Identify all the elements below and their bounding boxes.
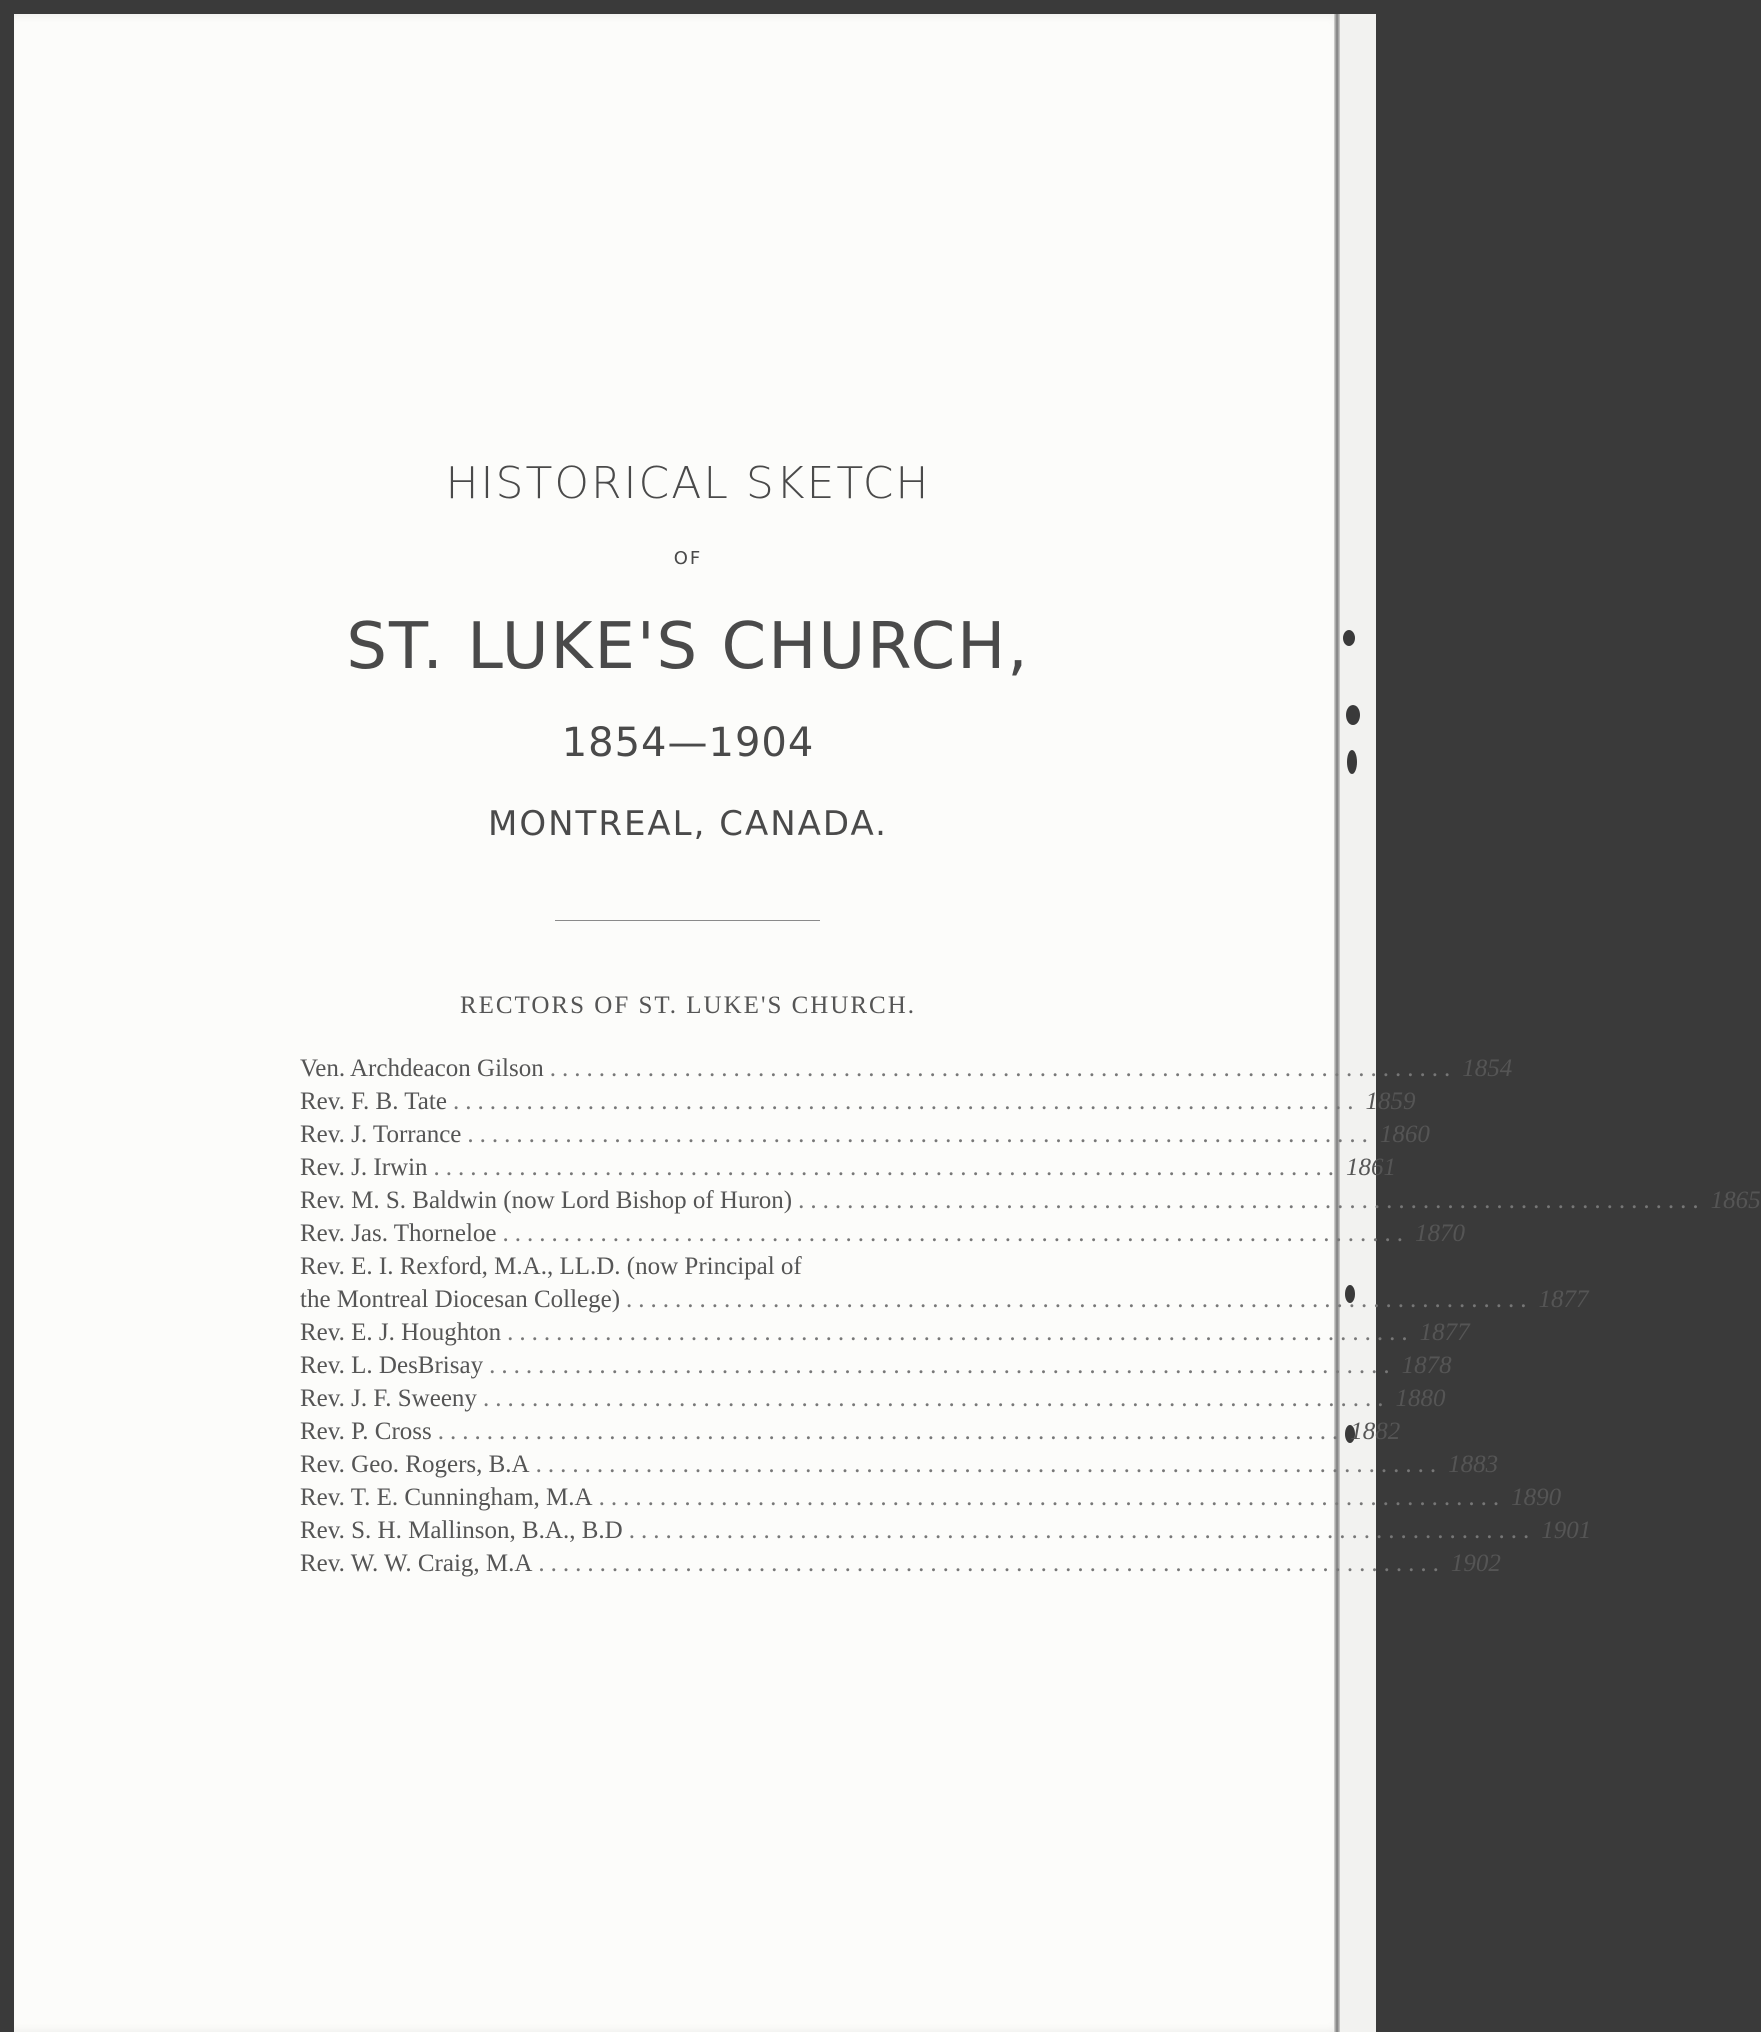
rector-year: 1901 [1541,1517,1592,1544]
rector-name: Rev. Geo. Rogers, B.A [300,1451,530,1478]
rectors-heading: RECTORS OF ST. LUKE'S CHURCH. [459,992,917,1019]
rector-name: Rev. T. E. Cunningham, M.A [300,1484,593,1511]
rector-row [300,1316,1470,1349]
dot-leader: .......................................................................... [433,1154,1341,1181]
rector-name: Rev. S. H. Mallinson, B.A., B.D [300,1517,623,1544]
rector-row [300,1250,1068,1283]
rector-year: 1861 [1346,1154,1397,1181]
next-page-strip [1340,14,1376,2032]
dot-leader: .......................................................................... [598,1484,1506,1511]
rector-year: 1854 [1462,1055,1513,1082]
title-location: MONTREAL, CANADA. [488,804,888,844]
dot-leader: .......................................................................... [798,1187,1705,1214]
rector-year: 1882 [1350,1418,1401,1445]
rector-name: the Montreal Diocesan College) [300,1286,621,1313]
rector-year: 1883 [1448,1451,1499,1478]
rector-name: Rev. F. B. Tate [300,1088,447,1115]
rector-year: 1859 [1365,1088,1416,1115]
rector-name: Rev. J. Torrance [300,1121,462,1148]
rector-row [300,1151,1397,1184]
rector-name: Rev. J. Irwin [300,1154,428,1181]
dot-leader: .......................................................................... [628,1517,1536,1544]
rector-name: Rev. E. I. Rexford, M.A., LL.D. (now Principal of [300,1253,802,1280]
rector-row [300,1382,1446,1415]
rector-year: 1877 [1419,1319,1470,1346]
rector-row [300,1415,1401,1448]
rector-year: 1865 [1710,1187,1761,1214]
dot-leader: .......................................................................... [507,1319,1414,1346]
title-years: 1854—1904 [561,720,815,766]
rector-name: Rev. M. S. Baldwin (now Lord Bishop of Huron) [300,1187,793,1214]
rector-row [300,1217,1465,1250]
rector-name: Rev. J. F. Sweeny [300,1385,477,1412]
document-page [14,14,1344,2032]
rector-name: Rev. E. J. Houghton [300,1319,502,1346]
dot-leader: .......................................................................... [489,1352,1396,1379]
rector-name: Rev. Jas. Thorneloe [300,1220,497,1247]
rector-row [300,1349,1452,1382]
dot-leader: .......................................................................... [467,1121,1374,1148]
rectors-list [300,1052,1761,1580]
rector-row [300,1514,1592,1547]
title-of: OF [673,548,703,569]
dot-leader: .......................................................................... [452,1088,1360,1115]
title-historical-sketch: HISTORICAL SKETCH [445,458,931,509]
rector-year: 1890 [1511,1484,1562,1511]
rector-name: Ven. Archdeacon Gilson [300,1055,544,1082]
rector-row [300,1184,1761,1217]
rector-year: 1860 [1379,1121,1430,1148]
rector-year: 1880 [1395,1385,1446,1412]
rector-name: Rev. P. Cross [300,1418,432,1445]
rector-row [300,1481,1562,1514]
rector-row [300,1547,1501,1580]
dot-leader: .......................................................................... [538,1550,1445,1577]
divider-rule [555,920,820,921]
dot-leader: .......................................................................... [626,1286,1533,1313]
title-church-name: ST. LUKE'S CHURCH, [346,610,1030,684]
rector-year: 1902 [1450,1550,1501,1577]
dot-leader: .......................................................................... [482,1385,1390,1412]
rector-row [300,1052,1513,1085]
dot-leader: .......................................................................... [437,1418,1345,1445]
rector-row [300,1283,1589,1316]
dot-leader: .......................................................................... [535,1451,1443,1478]
rector-year: 1870 [1414,1220,1465,1247]
rector-row [300,1448,1499,1481]
rector-name: Rev. L. DesBrisay [300,1352,484,1379]
dot-leader: .......................................................................... [549,1055,1457,1082]
rector-year: 1877 [1538,1286,1589,1313]
rector-row [300,1118,1430,1151]
rector-name: Rev. W. W. Craig, M.A [300,1550,533,1577]
dot-leader: .......................................................................... [502,1220,1409,1247]
rector-row [300,1085,1416,1118]
rector-year: 1878 [1401,1352,1452,1379]
